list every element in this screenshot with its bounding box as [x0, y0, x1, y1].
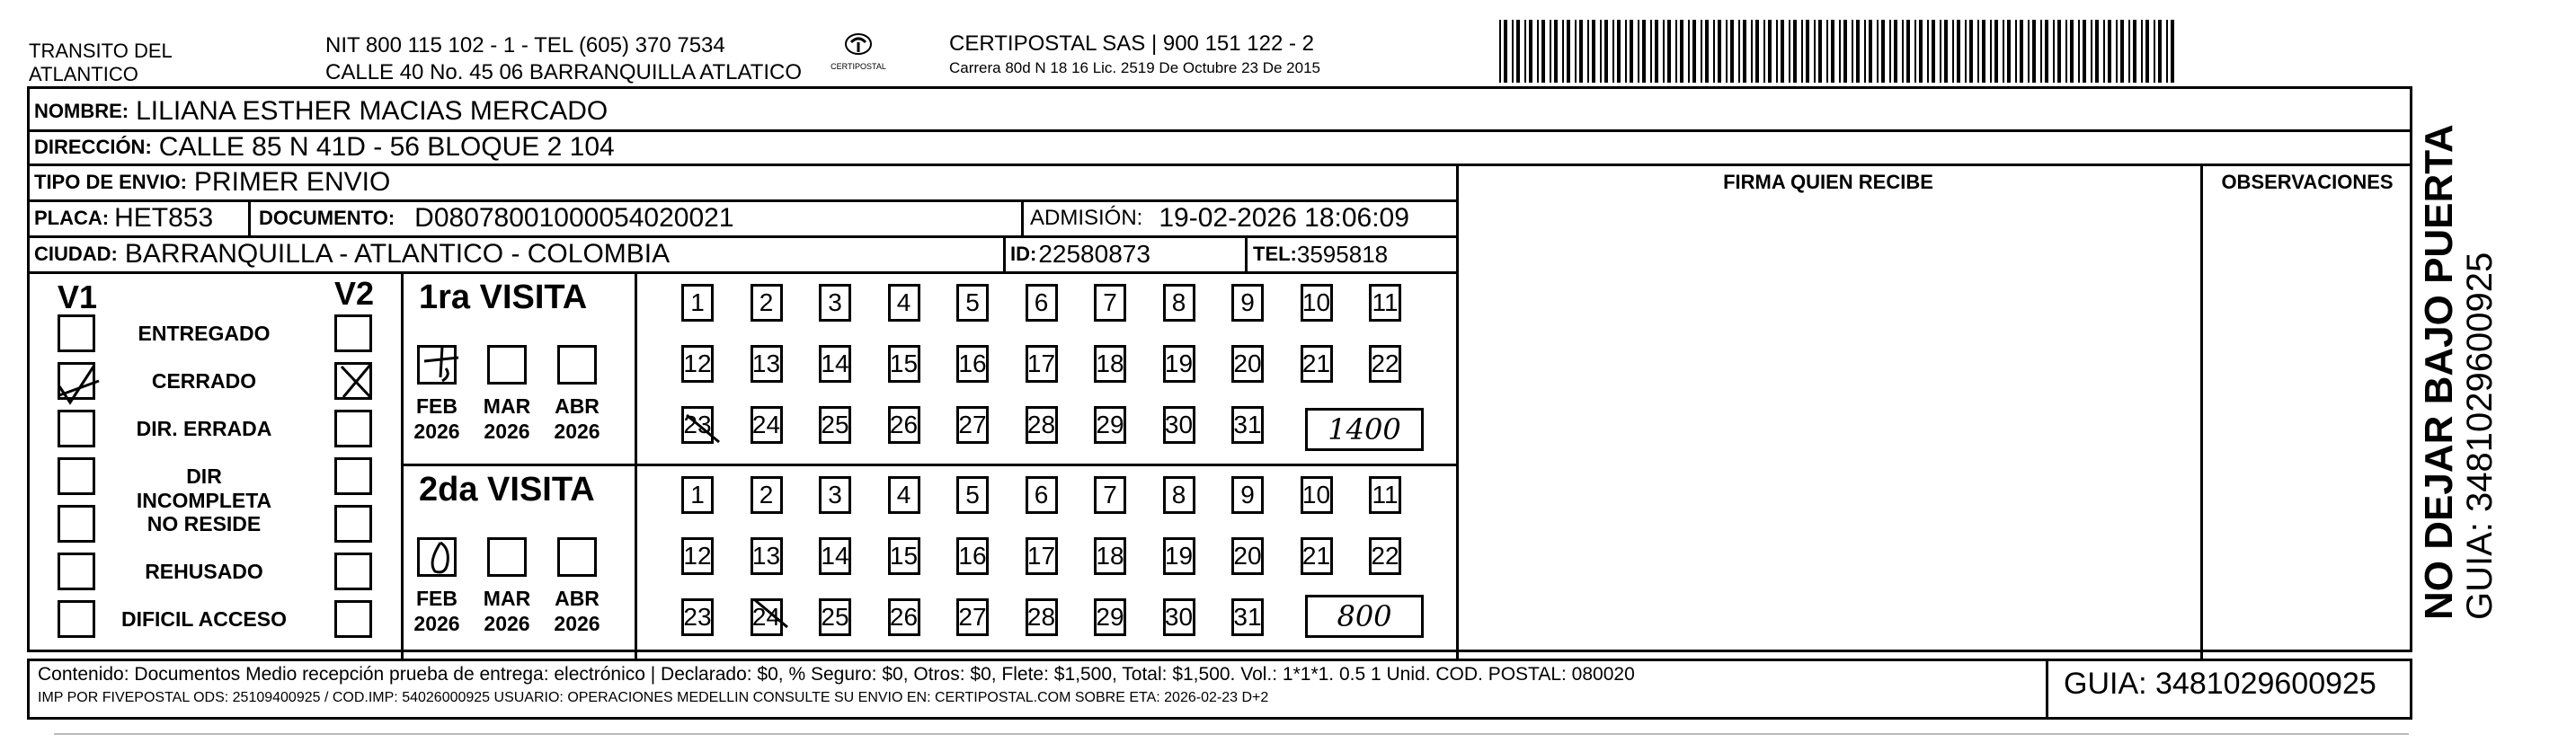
- first-day-box[interactable]: 22: [1369, 345, 1401, 383]
- barcode-bar: [1839, 20, 1841, 83]
- first-day-box[interactable]: 29: [1094, 406, 1126, 444]
- barcode-graphic: [1499, 20, 2182, 83]
- placa-value: HET853: [114, 203, 214, 233]
- first-day-box[interactable]: 4: [888, 284, 920, 322]
- second-day-box[interactable]: 10: [1301, 476, 1333, 514]
- admision-field: [1030, 201, 1409, 235]
- first-visit-title: 1ra VISITA: [419, 279, 588, 316]
- second-day-box[interactable]: 25: [819, 598, 851, 636]
- barcode-bar: [1843, 20, 1847, 83]
- second-day-box[interactable]: 1: [681, 476, 714, 514]
- second-day-box[interactable]: 13: [751, 537, 783, 575]
- barcode-bar: [1642, 20, 1646, 83]
- month-year: 2026: [413, 420, 460, 443]
- ciudad-value: BARRANQUILLA - ATLANTICO - COLOMBIA: [124, 239, 671, 269]
- logo-text: CERTIPOSTAL: [831, 62, 886, 71]
- admision-label: ADMISIÓN:: [1030, 206, 1143, 230]
- barcode-bar: [1877, 20, 1879, 83]
- barcode-bar: [1864, 20, 1866, 83]
- side-text: [2418, 81, 2499, 620]
- second-day-box[interactable]: 11: [1369, 476, 1401, 514]
- barcode-bar: [1914, 20, 1916, 83]
- second-day-box[interactable]: 26: [888, 598, 920, 636]
- status-label: DIFICIL ACCESO: [120, 607, 287, 631]
- barcode-bar: [2015, 20, 2017, 83]
- id-label: ID:: [1010, 243, 1037, 265]
- second-day-box[interactable]: 5: [956, 476, 989, 514]
- side-warning: NO DEJAR BAJO PUERTA: [2417, 124, 2461, 620]
- barcode-bar: [2003, 20, 2004, 83]
- barcode-bar: [2078, 20, 2080, 83]
- barcode-bar: [1537, 20, 1539, 83]
- barcode-bar: [2032, 20, 2036, 83]
- status-label: NO RESIDE: [147, 512, 262, 535]
- barcode-bar: [1713, 20, 1715, 83]
- firma-label: FIRMA QUIEN RECIBE: [1723, 171, 1933, 193]
- first-day-box[interactable]: 17: [1026, 345, 1058, 383]
- second-day-box[interactable]: 6: [1026, 476, 1058, 514]
- barcode-bar: [1625, 20, 1627, 83]
- documento-value: D08078001000054020021: [414, 203, 734, 233]
- second-day-box[interactable]: 23: [681, 598, 714, 636]
- tel-field: [1253, 237, 1388, 271]
- barcode-bar: [1768, 20, 1772, 83]
- barcode: [1499, 20, 2182, 83]
- logo-icon: [843, 32, 874, 57]
- month-year: 2026: [554, 420, 600, 443]
- first-month-checkbox[interactable]: [487, 345, 527, 385]
- barcode-bar: [2141, 20, 2143, 83]
- month-year: 2026: [413, 612, 460, 635]
- month-name: ABR: [555, 587, 600, 610]
- barcode-bar: [1655, 20, 1658, 83]
- second-day-box[interactable]: 24: [751, 598, 783, 636]
- second-day-box[interactable]: 28: [1026, 598, 1058, 636]
- barcode-bar: [1575, 20, 1577, 83]
- v2-checkbox[interactable]: [334, 314, 372, 352]
- v1-checkbox[interactable]: [58, 553, 95, 590]
- barcode-bar: [1529, 20, 1532, 83]
- documento-label: DOCUMENTO:: [259, 207, 395, 229]
- firma-header: [1456, 165, 2200, 199]
- barcode-bar: [1902, 20, 1904, 83]
- barcode-bar: [2053, 20, 2055, 83]
- barcode-bar: [1554, 20, 1558, 83]
- barcode-bar: [1587, 20, 1589, 83]
- barcode-bar: [1763, 20, 1765, 83]
- barcode-bar: [1650, 20, 1652, 83]
- barcode-bar: [1781, 20, 1784, 83]
- barcode-bar: [1831, 20, 1834, 83]
- barcode-bar: [1806, 20, 1809, 83]
- barcode-bar: [1940, 20, 1941, 83]
- barcode-bar: [1965, 20, 1967, 83]
- barcode-bar: [1688, 20, 1690, 83]
- side-guia: GUIA: 3481029600925: [2460, 252, 2500, 620]
- barcode-bar: [2070, 20, 2074, 83]
- barcode-bar: [1919, 20, 1923, 83]
- first-day-box[interactable]: 8: [1163, 284, 1195, 322]
- barcode-bar: [1990, 20, 1992, 83]
- second-day-box[interactable]: 7: [1094, 476, 1126, 514]
- barcode-bar: [1617, 20, 1621, 83]
- second-day-box[interactable]: 2: [751, 476, 783, 514]
- license-line: Carrera 80d N 18 16 Lic. 2519 De Octubre 23 De 2015: [949, 59, 1320, 76]
- month-year: 2026: [484, 420, 530, 443]
- barcode-bar: [1604, 20, 1608, 83]
- v1-header: V1: [58, 279, 98, 315]
- direccion-value: CALLE 85 N 41D - 56 BLOQUE 2 104: [158, 132, 615, 162]
- barcode-bar: [1579, 20, 1583, 83]
- courier-line: CERTIPOSTAL SAS | 900 151 122 - 2: [949, 31, 1314, 56]
- barcode-bar: [1755, 20, 1759, 83]
- barcode-bar: [1550, 20, 1551, 83]
- admision-value: 19-02-2026 18:06:09: [1159, 203, 1409, 233]
- barcode-bar: [2133, 20, 2136, 83]
- v2-cerrado-x-mark: [334, 359, 379, 404]
- barcode-bar: [1969, 20, 1973, 83]
- barcode-bar: [1952, 20, 1954, 83]
- barcode-bar: [2103, 20, 2105, 83]
- barcode-bar: [2083, 20, 2086, 83]
- barcode-bar: [1906, 20, 1910, 83]
- barcode-bar: [2057, 20, 2061, 83]
- month-name: MAR: [483, 394, 531, 418]
- first-visit-time: 1400: [1305, 408, 1424, 451]
- month-label: [546, 586, 608, 636]
- second-day-box[interactable]: 17: [1026, 537, 1058, 575]
- month-label: [405, 394, 468, 444]
- first-day-box[interactable]: 12: [681, 345, 714, 383]
- address-line: CALLE 40 No. 45 06 BARRANQUILLA ATLATICO: [325, 60, 803, 84]
- first-day-box[interactable]: 6: [1026, 284, 1058, 322]
- v2-checkbox[interactable]: [334, 600, 372, 638]
- second-day-box[interactable]: 3: [819, 476, 851, 514]
- first-day-box[interactable]: 7: [1094, 284, 1126, 322]
- certipostal-logo: [827, 32, 890, 71]
- barcode-bar: [1541, 20, 1545, 83]
- second-day-box[interactable]: 31: [1231, 598, 1264, 636]
- first-day-23-mark: [681, 406, 726, 451]
- first-day-box[interactable]: 25: [819, 406, 851, 444]
- month-label: [405, 586, 468, 636]
- placa-label: PLACA:: [34, 207, 110, 229]
- v1-checkbox[interactable]: [58, 314, 95, 352]
- v2-checkbox[interactable]: [334, 410, 372, 447]
- first-day-box[interactable]: 18: [1094, 345, 1126, 383]
- barcode-bar: [1718, 20, 1721, 83]
- v1-cerrado-check-mark: [54, 359, 108, 410]
- second-month-checkbox[interactable]: [487, 537, 527, 577]
- direccion-label: DIRECCIÓN:: [34, 136, 152, 158]
- second-feb-mark: [422, 535, 458, 580]
- second-day-box[interactable]: 14: [819, 537, 851, 575]
- month-year: 2026: [484, 612, 530, 635]
- second-day-box[interactable]: 18: [1094, 537, 1126, 575]
- month-name: MAR: [483, 587, 531, 610]
- barcode-bar: [2040, 20, 2042, 83]
- first-day-box[interactable]: 26: [888, 406, 920, 444]
- v2-checkbox[interactable]: [334, 505, 372, 543]
- first-day-box[interactable]: 16: [956, 345, 989, 383]
- first-day-box[interactable]: 14: [819, 345, 851, 383]
- v2-checkbox[interactable]: [334, 457, 372, 495]
- barcode-bar: [2091, 20, 2092, 83]
- placa-field: [34, 201, 213, 235]
- barcode-bar: [2007, 20, 2011, 83]
- barcode-bar: [1499, 20, 1501, 83]
- v1-checkbox[interactable]: [58, 505, 95, 543]
- barcode-bar: [1663, 20, 1665, 83]
- barcode-bar: [2065, 20, 2067, 83]
- barcode-bar: [2116, 20, 2118, 83]
- first-day-box[interactable]: 10: [1301, 284, 1333, 322]
- barcode-bar: [1852, 20, 1853, 83]
- first-day-box[interactable]: 21: [1301, 345, 1333, 383]
- barcode-bar: [1567, 20, 1570, 83]
- barcode-bar: [1932, 20, 1935, 83]
- barcode-bar: [1512, 20, 1514, 83]
- second-visit-time: 800: [1305, 595, 1424, 638]
- status-label: ENTREGADO: [138, 322, 271, 345]
- second-day-box[interactable]: 15: [888, 537, 920, 575]
- barcode-bar: [1730, 20, 1734, 83]
- barcode-bar: [1793, 20, 1797, 83]
- barcode-bar: [1801, 20, 1803, 83]
- first-day-box[interactable]: 1: [681, 284, 714, 322]
- barcode-bar: [1927, 20, 1929, 83]
- nombre-label: NOMBRE:: [34, 100, 129, 122]
- nombre-field: [34, 93, 608, 129]
- barcode-bar: [1789, 20, 1790, 83]
- second-month-checkbox[interactable]: [557, 537, 597, 577]
- barcode-bar: [1977, 20, 1979, 83]
- status-label: DIR. ERRADA: [136, 417, 272, 440]
- second-day-box[interactable]: 4: [888, 476, 920, 514]
- month-name: FEB: [416, 587, 457, 610]
- barcode-bar: [2145, 20, 2149, 83]
- id-field: [1010, 237, 1150, 271]
- barcode-bar: [1692, 20, 1696, 83]
- status-label: DIR INCOMPLETA: [136, 464, 272, 512]
- barcode-bar: [1705, 20, 1709, 83]
- v2-header: V2: [334, 275, 375, 312]
- second-day-box[interactable]: 29: [1094, 598, 1126, 636]
- first-day-box[interactable]: 11: [1369, 284, 1401, 322]
- first-day-box[interactable]: 28: [1026, 406, 1058, 444]
- second-day-box[interactable]: 19: [1163, 537, 1195, 575]
- barcode-bar: [1612, 20, 1614, 83]
- first-feb-mark: [415, 341, 469, 386]
- barcode-bar: [1814, 20, 1816, 83]
- ciudad-label: CIUDAD:: [34, 243, 118, 265]
- documento-field: [259, 201, 734, 235]
- nombre-value: LILIANA ESTHER MACIAS MERCADO: [136, 96, 608, 126]
- first-day-box[interactable]: 9: [1231, 284, 1264, 322]
- barcode-bar: [2095, 20, 2099, 83]
- second-day-box[interactable]: 21: [1301, 537, 1333, 575]
- month-label: [475, 586, 538, 636]
- first-day-box[interactable]: 2: [751, 284, 783, 322]
- barcode-bar: [1818, 20, 1822, 83]
- org-name: [29, 40, 173, 86]
- barcode-bar: [2154, 20, 2155, 83]
- footer-guia: GUIA: 3481029600925: [2064, 667, 2376, 701]
- second-day-box[interactable]: 9: [1231, 476, 1264, 514]
- first-month-checkbox[interactable]: [557, 345, 597, 385]
- first-day-box[interactable]: 15: [888, 345, 920, 383]
- barcode-bar: [1638, 20, 1639, 83]
- second-day-box[interactable]: 12: [681, 537, 714, 575]
- status-label: REHUSADO: [145, 560, 263, 583]
- id-value: 22580873: [1038, 240, 1150, 268]
- barcode-bar: [2028, 20, 2030, 83]
- month-year: 2026: [554, 612, 600, 635]
- barcode-bar: [1516, 20, 1520, 83]
- second-day-box[interactable]: 16: [956, 537, 989, 575]
- second-day-box[interactable]: 30: [1163, 598, 1195, 636]
- status-label: CERRADO: [151, 369, 257, 393]
- org-line-2: ATLANTICO: [29, 63, 138, 85]
- barcode-bar: [2045, 20, 2048, 83]
- second-day-box[interactable]: 8: [1163, 476, 1195, 514]
- barcode-bar: [1504, 20, 1507, 83]
- footer-contenido: Contenido: Documentos Medio recepción prueba de entrega: electrónico | Declarado: $0, % Seguro: $0, Otros: $0, Flete: $1,500, Total: $1,500. Vol.: 1*1*1. 0.5 1 Unid. COD. POSTAL: 080020: [38, 664, 1635, 685]
- month-label: [546, 394, 608, 444]
- barcode-bar: [1856, 20, 1860, 83]
- barcode-bar: [1994, 20, 1998, 83]
- month-name: FEB: [416, 394, 457, 418]
- first-day-box[interactable]: 31: [1231, 406, 1264, 444]
- tipo-envio-label: TIPO DE ENVIO:: [34, 171, 187, 193]
- tel-label: TEL:: [1253, 243, 1297, 265]
- barcode-bar: [1726, 20, 1728, 83]
- barcode-bar: [1944, 20, 1948, 83]
- org-line-1: TRANSITO DEL: [29, 40, 173, 62]
- second-visit-title: 2da VISITA: [419, 471, 595, 509]
- v1-checkbox[interactable]: [58, 600, 95, 638]
- barcode-bar: [1680, 20, 1683, 83]
- nit-line: NIT 800 115 102 - 1 - TEL (605) 370 7534: [325, 33, 725, 57]
- barcode-bar: [1675, 20, 1677, 83]
- month-name: ABR: [555, 394, 600, 418]
- barcode-bar: [2166, 20, 2168, 83]
- barcode-bar: [2108, 20, 2111, 83]
- barcode-bar: [1751, 20, 1753, 83]
- courier-info: [949, 31, 1320, 79]
- barcode-bar: [1667, 20, 1671, 83]
- footer-imp: IMP POR FIVEPOSTAL ODS: 25109400925 / COD.IMP: 54026000925 USUARIO: OPERACIONES MEDELLIN CONSULTE SU ENVIO EN: CERTIPOSTAL.COM SOBRE ETA: 2026-02-23 D+2: [38, 690, 1269, 705]
- barcode-bar: [1630, 20, 1633, 83]
- second-day-box[interactable]: 20: [1231, 537, 1264, 575]
- ciudad-field: [34, 237, 670, 271]
- tipo-envio-value: PRIMER ENVIO: [193, 167, 391, 197]
- barcode-bar: [2020, 20, 2023, 83]
- second-day-24-mark: [748, 593, 793, 638]
- barcode-bar: [1600, 20, 1602, 83]
- second-day-box[interactable]: 27: [956, 598, 989, 636]
- barcode-bar: [1524, 20, 1526, 83]
- barcode-bar: [1743, 20, 1746, 83]
- first-day-box[interactable]: 19: [1163, 345, 1195, 383]
- v2-checkbox[interactable]: [334, 553, 372, 590]
- org-contact: [325, 32, 802, 86]
- first-day-box[interactable]: 24: [751, 406, 783, 444]
- barcode-bar: [1957, 20, 1960, 83]
- v1-checkbox[interactable]: [58, 457, 95, 495]
- barcode-bar: [1869, 20, 1872, 83]
- barcode-bar: [2128, 20, 2130, 83]
- first-day-box[interactable]: 30: [1163, 406, 1195, 444]
- barcode-bar: [2120, 20, 2124, 83]
- barcode-bar: [1889, 20, 1891, 83]
- v1-checkbox[interactable]: [58, 410, 95, 447]
- observaciones-header: [2202, 165, 2412, 199]
- barcode-bar: [1982, 20, 1985, 83]
- first-day-box[interactable]: 27: [956, 406, 989, 444]
- barcode-bar: [2158, 20, 2162, 83]
- tipo-envio-field: [34, 165, 390, 199]
- month-label: [475, 394, 538, 444]
- barcode-bar: [1738, 20, 1740, 83]
- observaciones-label: OBSERVACIONES: [2221, 171, 2394, 193]
- first-day-box[interactable]: 23: [681, 406, 714, 444]
- first-day-box[interactable]: 13: [751, 345, 783, 383]
- tel-value: 3595818: [1296, 240, 1389, 268]
- barcode-bar: [1701, 20, 1702, 83]
- barcode-bar: [1894, 20, 1897, 83]
- barcode-bar: [1826, 20, 1828, 83]
- barcode-bar: [2171, 20, 2174, 83]
- second-day-box[interactable]: 22: [1369, 537, 1401, 575]
- barcode-bar: [1776, 20, 1778, 83]
- first-day-box[interactable]: 3: [819, 284, 851, 322]
- barcode-bar: [1562, 20, 1564, 83]
- barcode-bar: [1881, 20, 1885, 83]
- barcode-bar: [1592, 20, 1595, 83]
- direccion-field: [34, 131, 615, 164]
- first-day-box[interactable]: 5: [956, 284, 989, 322]
- first-day-box[interactable]: 20: [1231, 345, 1264, 383]
